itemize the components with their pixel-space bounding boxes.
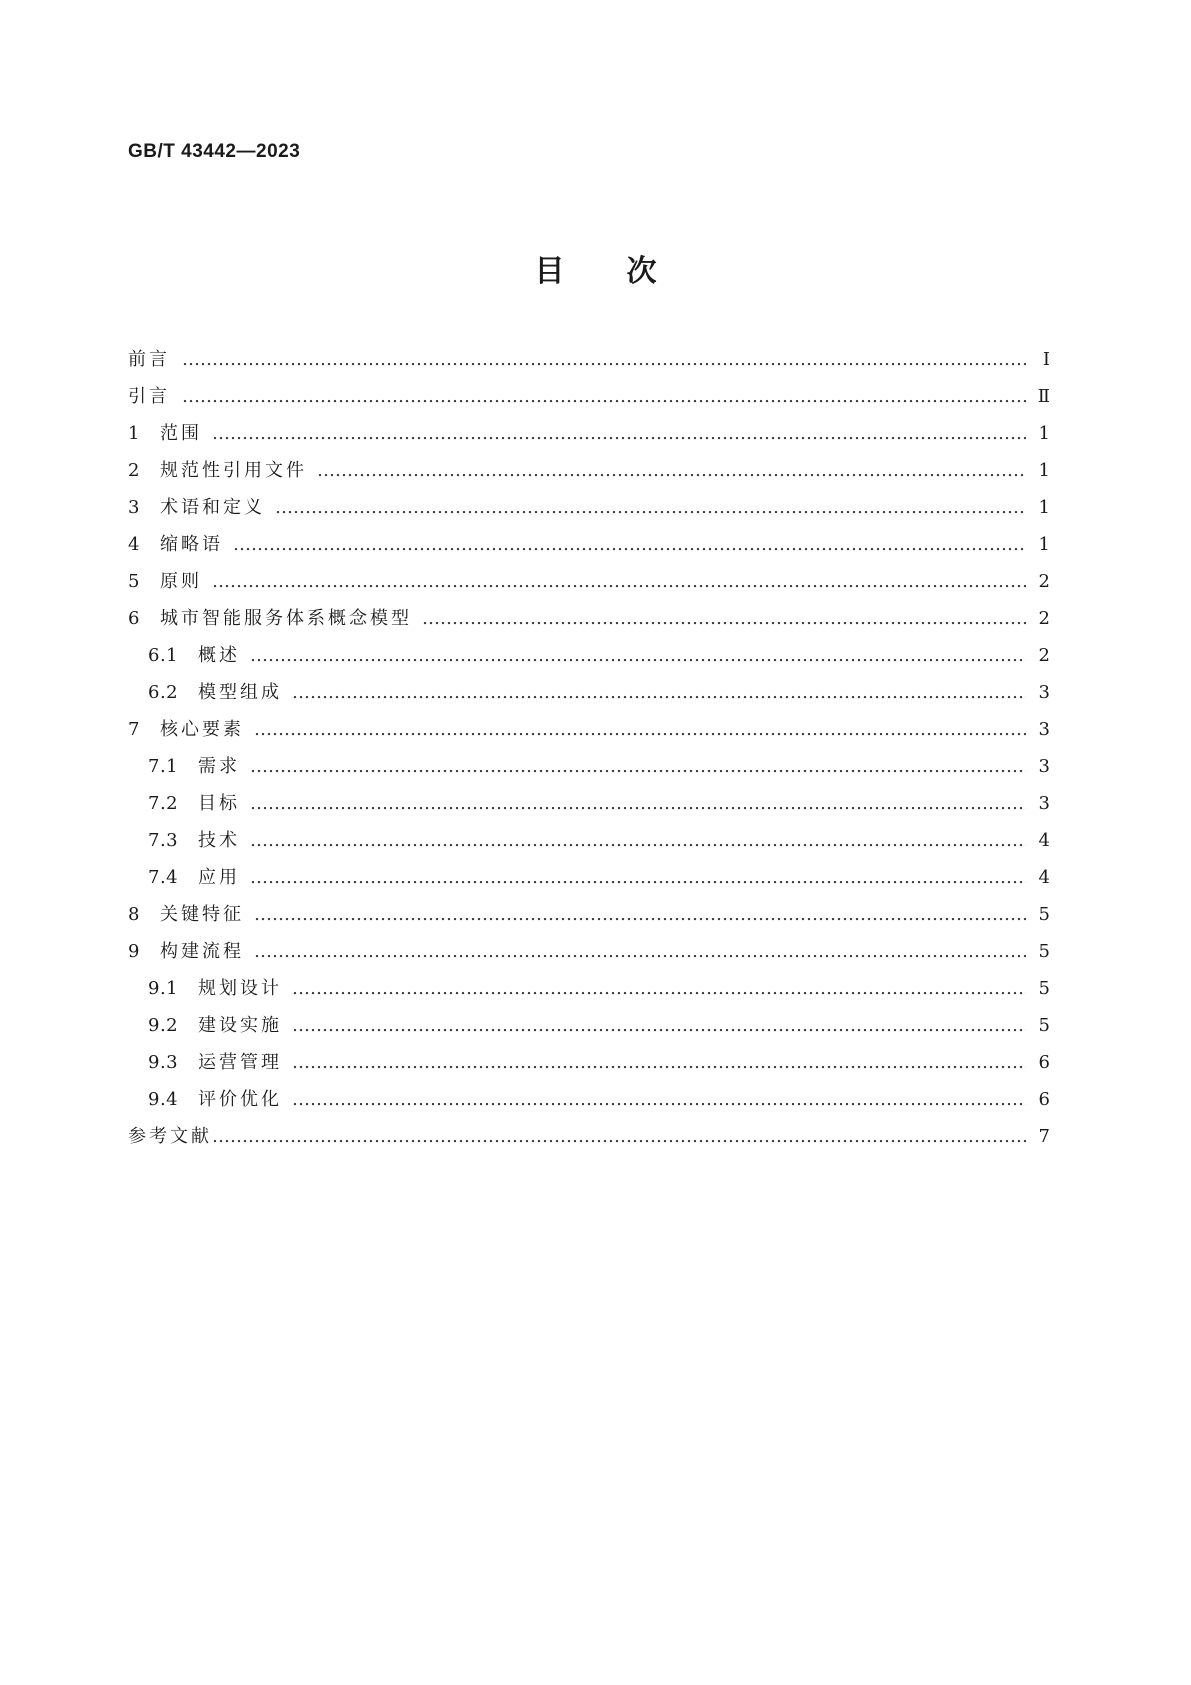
toc-entry-number: 9.1 bbox=[148, 978, 179, 999]
toc-entry-number: 5 bbox=[128, 571, 140, 592]
toc-dot-leader bbox=[182, 341, 1026, 378]
toc-dot-leader bbox=[250, 637, 1026, 674]
toc-entry-title: 需求 bbox=[198, 756, 240, 777]
toc-entry[interactable] bbox=[128, 563, 1050, 600]
toc-entry-page: 6 bbox=[1038, 1089, 1050, 1110]
toc-entry-number: 8 bbox=[128, 904, 140, 925]
toc-entry-title: 目标 bbox=[198, 793, 240, 814]
toc-entry[interactable] bbox=[128, 748, 1050, 785]
toc-entry-page: 5 bbox=[1038, 941, 1050, 962]
toc-entry[interactable] bbox=[128, 1044, 1050, 1081]
toc-entry-title: 运营管理 bbox=[198, 1052, 282, 1073]
table-of-contents bbox=[128, 341, 1050, 1155]
toc-dot-leader bbox=[250, 785, 1026, 822]
toc-entry[interactable] bbox=[128, 637, 1050, 674]
toc-entry-number: 4 bbox=[128, 534, 140, 555]
toc-entry-title: 核心要素 bbox=[160, 719, 244, 740]
toc-entry-number: 6 bbox=[128, 608, 140, 629]
toc-entry-number: 7.4 bbox=[148, 867, 179, 888]
toc-entry[interactable] bbox=[128, 378, 1050, 415]
toc-entry[interactable] bbox=[128, 415, 1050, 452]
toc-entry-number: 1 bbox=[128, 423, 140, 444]
toc-entry-title: 应用 bbox=[198, 867, 240, 888]
toc-dot-leader bbox=[254, 933, 1026, 970]
toc-entry[interactable] bbox=[128, 674, 1050, 711]
toc-entry-page: 3 bbox=[1038, 756, 1050, 777]
toc-entry-title: 模型组成 bbox=[198, 682, 282, 703]
toc-entry[interactable] bbox=[128, 600, 1050, 637]
toc-entry-title: 引言 bbox=[128, 386, 170, 407]
toc-entry[interactable] bbox=[128, 1081, 1050, 1118]
toc-dot-leader bbox=[254, 711, 1026, 748]
toc-entry-page: 6 bbox=[1038, 1052, 1050, 1073]
toc-entry-number: 9.4 bbox=[148, 1089, 179, 1110]
toc-entry-title: 建设实施 bbox=[198, 1015, 282, 1036]
toc-entry-number: 2 bbox=[128, 460, 140, 481]
toc-entry-title: 范围 bbox=[160, 423, 202, 444]
toc-entry[interactable] bbox=[128, 785, 1050, 822]
toc-entry-page: 7 bbox=[1038, 1126, 1050, 1147]
toc-entry[interactable] bbox=[128, 933, 1050, 970]
toc-entry-page: 1 bbox=[1038, 534, 1050, 555]
toc-dot-leader bbox=[292, 1044, 1026, 1081]
toc-entry[interactable] bbox=[128, 341, 1050, 378]
toc-entry[interactable] bbox=[128, 1118, 1050, 1155]
toc-dot-leader bbox=[254, 896, 1026, 933]
toc-entry-page: 2 bbox=[1038, 645, 1050, 666]
toc-entry-page: 5 bbox=[1038, 904, 1050, 925]
toc-dot-leader bbox=[182, 378, 1026, 415]
toc-entry[interactable] bbox=[128, 859, 1050, 896]
toc-entry-number: 9.3 bbox=[148, 1052, 179, 1073]
page-title: 目次 bbox=[534, 254, 719, 289]
toc-dot-leader bbox=[317, 452, 1026, 489]
toc-entry-page: 2 bbox=[1038, 608, 1050, 629]
toc-dot-leader bbox=[212, 415, 1026, 452]
toc-entry-number: 7.2 bbox=[148, 793, 179, 814]
toc-entry-page: 1 bbox=[1038, 460, 1050, 481]
toc-entry[interactable] bbox=[128, 822, 1050, 859]
toc-dot-leader bbox=[292, 674, 1026, 711]
toc-entry-title: 原则 bbox=[160, 571, 202, 592]
toc-entry-number: 9 bbox=[128, 941, 140, 962]
toc-dot-leader bbox=[292, 970, 1026, 1007]
toc-entry-title: 评价优化 bbox=[198, 1089, 282, 1110]
toc-dot-leader bbox=[275, 489, 1026, 526]
toc-entry-page: 5 bbox=[1038, 978, 1050, 999]
toc-entry-number: 7 bbox=[128, 719, 140, 740]
toc-entry-title: 技术 bbox=[198, 830, 240, 851]
toc-entry-page: 1 bbox=[1038, 497, 1050, 518]
toc-dot-leader bbox=[422, 600, 1026, 637]
toc-entry-title: 术语和定义 bbox=[160, 497, 265, 518]
toc-entry-title: 规范性引用文件 bbox=[160, 460, 307, 481]
toc-entry-page: Ⅰ bbox=[1042, 349, 1050, 370]
toc-entry-page: 3 bbox=[1038, 719, 1050, 740]
toc-entry[interactable] bbox=[128, 489, 1050, 526]
toc-entry-number: 9.2 bbox=[148, 1015, 179, 1036]
toc-entry[interactable] bbox=[128, 896, 1050, 933]
toc-entry-number: 7.1 bbox=[148, 756, 179, 777]
toc-entry-number: 7.3 bbox=[148, 830, 179, 851]
toc-entry[interactable] bbox=[128, 970, 1050, 1007]
toc-entry[interactable] bbox=[128, 711, 1050, 748]
toc-entry-title: 缩略语 bbox=[160, 534, 223, 555]
toc-entry[interactable] bbox=[128, 526, 1050, 563]
toc-entry-title: 规划设计 bbox=[198, 978, 282, 999]
toc-dot-leader bbox=[292, 1081, 1026, 1118]
toc-entry-page: 1 bbox=[1038, 423, 1050, 444]
toc-entry-page: 4 bbox=[1038, 867, 1050, 888]
toc-entry-number: 6.1 bbox=[148, 645, 179, 666]
toc-entry-number: 6.2 bbox=[148, 682, 179, 703]
toc-dot-leader bbox=[233, 526, 1026, 563]
toc-entry-page: 4 bbox=[1038, 830, 1050, 851]
standard-code: GB/T 43442—2023 bbox=[128, 141, 301, 162]
toc-entry-number: 3 bbox=[128, 497, 140, 518]
toc-entry-page: 2 bbox=[1038, 571, 1050, 592]
toc-entry-title: 前言 bbox=[128, 349, 170, 370]
toc-entry-title: 参考文献 bbox=[128, 1126, 212, 1147]
toc-entry-page: 3 bbox=[1038, 793, 1050, 814]
toc-entry-title: 概述 bbox=[198, 645, 240, 666]
toc-entry[interactable] bbox=[128, 452, 1050, 489]
toc-entry[interactable] bbox=[128, 1007, 1050, 1044]
toc-dot-leader bbox=[212, 563, 1026, 600]
toc-dot-leader bbox=[250, 822, 1026, 859]
toc-entry-title: 城市智能服务体系概念模型 bbox=[160, 608, 412, 629]
toc-entry-page: Ⅱ bbox=[1037, 386, 1050, 407]
toc-dot-leader bbox=[292, 1007, 1026, 1044]
toc-dot-leader bbox=[250, 859, 1026, 896]
toc-entry-page: 5 bbox=[1038, 1015, 1050, 1036]
toc-entry-title: 关键特征 bbox=[160, 904, 244, 925]
toc-dot-leader bbox=[250, 748, 1026, 785]
toc-entry-page: 3 bbox=[1038, 682, 1050, 703]
toc-dot-leader bbox=[212, 1118, 1026, 1155]
toc-entry-title: 构建流程 bbox=[160, 941, 244, 962]
